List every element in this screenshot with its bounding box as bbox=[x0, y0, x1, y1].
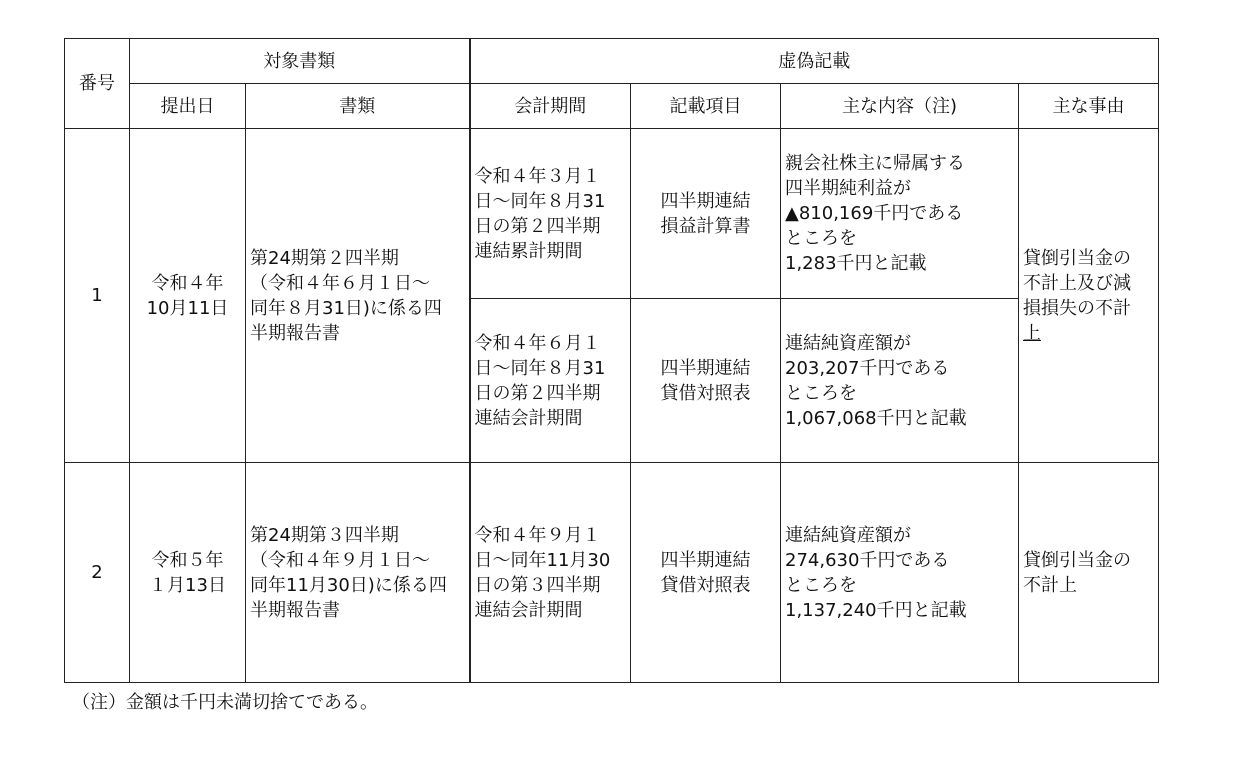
item-line: 損益計算書 bbox=[660, 215, 751, 237]
content-line: ところを bbox=[785, 382, 857, 404]
content-line: 連結純資産額が bbox=[785, 524, 911, 546]
period-line: 日の第２四半期 bbox=[474, 382, 601, 404]
header-row-1 bbox=[65, 39, 1159, 84]
row-number: 1 bbox=[65, 129, 130, 463]
doc-line: （令和４年６月１日～ bbox=[250, 272, 430, 294]
doc-line: 第24期第３四半期 bbox=[250, 524, 399, 546]
header-document: 書類 bbox=[246, 84, 470, 129]
header-item: 記載項目 bbox=[631, 84, 781, 129]
document-cell bbox=[246, 463, 470, 683]
period-line: 日の第３四半期 bbox=[474, 574, 601, 596]
accounting-period-cell bbox=[470, 129, 631, 299]
reason-line: 貸倒引当金の bbox=[1023, 549, 1131, 571]
accounting-period-cell bbox=[470, 463, 631, 683]
header-target-docs: 対象書類 bbox=[130, 39, 470, 84]
item-line: 四半期連結 bbox=[660, 549, 751, 571]
item-cell bbox=[631, 299, 781, 463]
period-line: 連結会計期間 bbox=[474, 599, 583, 621]
item-line: 四半期連結 bbox=[660, 357, 751, 379]
content-line: ところを bbox=[785, 228, 857, 249]
content-line: ところを bbox=[785, 574, 857, 596]
reason-cell bbox=[1019, 463, 1159, 683]
item-line: 四半期連結 bbox=[660, 190, 751, 212]
doc-line: 半期報告書 bbox=[250, 599, 340, 621]
content-line: 1,067,068千円と記載 bbox=[785, 407, 967, 429]
content-line: 連結純資産額が bbox=[785, 332, 911, 354]
period-line: 連結会計期間 bbox=[474, 407, 583, 429]
period-line: 日の第２四半期 bbox=[474, 215, 601, 237]
content-line: 親会社株主に帰属する bbox=[785, 153, 965, 174]
period-line: 日～同年11月30 bbox=[474, 549, 611, 571]
content-line: 203,207千円である bbox=[785, 357, 950, 379]
date-line: 令和４年 bbox=[151, 272, 224, 294]
period-line: 連結累計期間 bbox=[474, 240, 583, 262]
content-line: 1,137,240千円と記載 bbox=[785, 599, 967, 621]
content-line: 274,630千円である bbox=[785, 549, 950, 571]
doc-line: 同年８月31日)に係る四 bbox=[250, 297, 442, 319]
table-row bbox=[65, 129, 1159, 299]
document-cell bbox=[246, 129, 470, 463]
reason-line: 損損失の不計 bbox=[1023, 297, 1131, 319]
doc-line: （令和４年９月１日～ bbox=[250, 549, 430, 571]
period-line: 令和４年６月１ bbox=[474, 332, 601, 354]
reason-line: 不計上及び減 bbox=[1023, 272, 1131, 294]
date-line: 10月11日 bbox=[146, 297, 229, 319]
period-line: 令和４年３月１ bbox=[474, 165, 601, 187]
header-submission-date: 提出日 bbox=[130, 84, 246, 129]
header-main-reason: 主な事由 bbox=[1019, 84, 1159, 129]
reason-line: 上 bbox=[1023, 322, 1041, 344]
doc-line: 同年11月30日)に係る四 bbox=[250, 574, 447, 596]
item-cell bbox=[631, 129, 781, 299]
item-cell bbox=[631, 463, 781, 683]
period-line: 令和４年９月１ bbox=[474, 524, 601, 546]
item-line: 貸借対照表 bbox=[660, 574, 751, 596]
false-statement-table bbox=[64, 38, 1159, 683]
submission-date-cell bbox=[130, 463, 246, 683]
table-row bbox=[65, 463, 1159, 683]
content-cell bbox=[781, 129, 1019, 299]
content-cell bbox=[781, 299, 1019, 463]
date-line: １月13日 bbox=[149, 574, 226, 596]
item-line: 貸借対照表 bbox=[660, 382, 751, 404]
period-line: 日～同年８月31 bbox=[474, 357, 606, 379]
reason-line: 貸倒引当金の bbox=[1023, 247, 1131, 269]
content-line: 四半期純利益が bbox=[785, 178, 911, 199]
header-accounting-period: 会計期間 bbox=[470, 84, 631, 129]
doc-line: 第24期第２四半期 bbox=[250, 247, 399, 269]
submission-date-cell bbox=[130, 129, 246, 463]
header-false-statement: 虚偽記載 bbox=[470, 39, 1159, 84]
row-number: 2 bbox=[65, 463, 130, 683]
header-number: 番号 bbox=[65, 39, 130, 129]
reason-cell bbox=[1019, 129, 1159, 463]
accounting-period-cell bbox=[470, 299, 631, 463]
content-line: ▲810,169千円である bbox=[785, 203, 964, 224]
period-line: 日～同年８月31 bbox=[474, 190, 606, 212]
reason-line: 不計上 bbox=[1023, 574, 1077, 596]
footnote: （注）金額は千円未満切捨てである。 bbox=[72, 692, 378, 713]
date-line: 令和５年 bbox=[151, 549, 224, 571]
header-row-2 bbox=[65, 84, 1159, 129]
content-line: 1,283千円と記載 bbox=[785, 253, 927, 274]
header-main-content: 主な内容（注) bbox=[781, 84, 1019, 129]
content-cell bbox=[781, 463, 1019, 683]
doc-line: 半期報告書 bbox=[250, 322, 340, 344]
